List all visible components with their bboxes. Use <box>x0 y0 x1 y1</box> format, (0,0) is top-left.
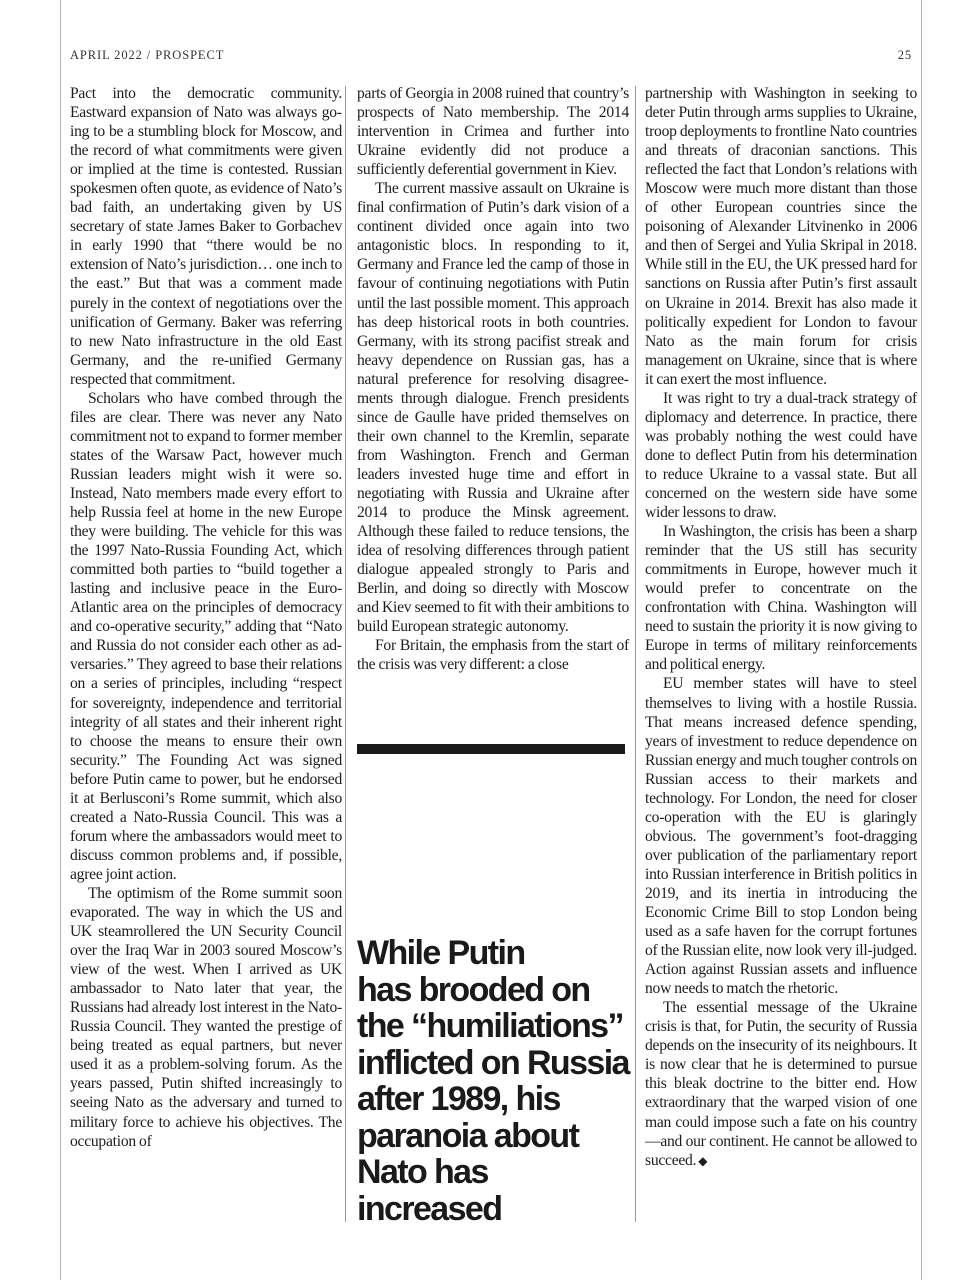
article-column-1 <box>70 84 342 1151</box>
paragraph: partnership with Washington in seeking to deter Putin through arms supplies to Ukraine, troop deployments to frontline Nato countries and threats of draconian sanctions. This reflected the fact that London’s relations with Moscow were much more distant than those of other European countries since the poisoning of Alexander Litvinenko in 2006 and then of Sergei and Yulia Skripal in 2018. While still in the EU, the UK pressed hard for sanctions on Russia after Putin’s first assault on Ukraine in 2014. Brexit has also made it politically expedient for London to favour Nato as the main forum for crisis management on Ukraine, since that is where it can exert the most influence. <box>645 85 917 388</box>
publication-issue: APRIL 2022 / PROSPECT <box>70 48 225 62</box>
pull-quote <box>357 935 629 1227</box>
paragraph: Scholars who have combed through the files are clear. There was never any Nato commitment not to expand to former member states of the Warsaw Pact, however much Russian leaders might wish it were so. Instead, Nato members made every effort to help Russia feel at home in the new Europe they were building. The vehicle for this was the 1997 Nato-Russia Founding Act, which committed both parties to “build together a lasting and inclusive peace in the Euro-Atlantic area on the principles of democracy and co-operative security,” adding that “Nato and Russia do not consider each other as adversaries.” They agreed to base their relations on a series of principles, including “respect for sovereignty, independence and territorial integrity of all states and their inherent right to choose the means to ensure their own security.” The Founding Act was signed before Putin came to power, but he endorsed it at Berlusconi’s Rome summit, which also created a Nato-Russia Council. This was a forum where the ambassadors would meet to discuss common problems and, if possible, agree joint action. <box>70 389 342 883</box>
pull-quote-line: While Putin <box>357 934 525 972</box>
pull-quote-line: increased <box>357 1189 502 1228</box>
paragraph-final-text: The essential message of the Ukraine crisis is that, for Putin, the security of Russia depends on the insecurity of its neighbours. It is now clear that he is determined to pursue this bleak doctrine to the bitter end. How extraordinary that the warped vision of one man could impose such a fate on his country—and our continent. He cannot be allowed to succeed. <box>645 999 917 1169</box>
pull-quote-line: Nato has <box>357 1153 488 1191</box>
paragraph: Pact into the democratic community. Eastward expansion of Nato was always going to be a stumbling block for Moscow, and the record of what commitments were given or implied at the time is contested. Russian spokesmen often quote, as evidence of Nato’s bad faith, an undertaking given by US secretary of state James Baker to Gorbachev in early 1990 that “there would be no extension of Nato’s jurisdiction… one inch to the east.” But that was a comment made purely in the context of negotiations over the unification of Germany. Baker was referring to new Nato infrastructure in the old East Germany, and the re-unified Germany respected that commitment. <box>70 85 342 388</box>
end-of-article-diamond-icon: ◆ <box>698 1153 708 1168</box>
pull-quote-line: inflicted on Russia <box>357 1043 629 1082</box>
pull-quote-line: the “humiliations” <box>357 1007 623 1045</box>
pull-quote-divider-bar <box>357 744 625 754</box>
paragraph-final <box>645 998 917 1170</box>
paragraph: The current massive assault on Ukraine is final confirmation of Putin’s dark vision of a continent divided once again into two antagonistic blocs. In responding to it, Germany and France led the camp of those in favour of continuing negotiations with Putin until the last possible moment. This approach has deep historical roots in both countries. Germany, with its strong pacifist streak and heavy dependence on Russian gas, has a natural preference for resolving disagreements through dialogue. French presidents since de Gaulle have prided themselves on their own channel to the Kremlin, separate from Washington. French and German leaders invested huge time and effort in negotiating with Russia and Ukraine after 2014 to produce the Minsk agreement. Although these failed to reduce tensions, the idea of resolving differences through patient dialogue appealed strongly to Paris and Berlin, and doing so directly with Moscow and Kiev seemed to fit with their ambitions to build European strategic autonomy. <box>357 180 629 636</box>
paragraph: For Britain, the emphasis from the start of the crisis was very different: a close <box>357 637 629 674</box>
running-head <box>70 48 912 63</box>
pull-quote-line: paranoia about <box>357 1116 579 1155</box>
paragraph: EU member states will have to steel themselves to living with a hostile Russia. That means increased defence spending, years of investment to reduce dependence on Russian energy and much tougher controls on Russian access to their markets and technology. For London, the need for closer co-operation with the EU is glaringly obvious. The government’s foot-dragging over publication of the parliamentary report into Russian interference in British politics in 2019, and its inertia in introducing the Economic Crime Bill to stop London being used as a safe haven for the corrupt fortunes of the Russian elite, now look very ill-judged. Action against Russian assets and influence now needs to match the rhetoric. <box>645 675 917 998</box>
column-rule <box>345 86 346 1222</box>
article-column-3 <box>645 84 917 1171</box>
paragraph: The optimism of the Rome summit soon evaporated. The way in which the US and UK steamrollered the UN Security Council over the Iraq War in 2003 soured Moscow’s view of the west. When I arrived as UK ambassador to Nato later that year, the Russians had already lost interest in the Nato-Russia Council. They wanted the prestige of being treated as equal partners, but never used it as a problem-solving forum. As the years passed, Putin shifted increasingly to seeing Nato as the adversary and turned to military force to achieve his objectives. The occupation of <box>70 884 342 1150</box>
paragraph: In Washington, the crisis has been a sharp reminder that the US still has security commitments in Europe, however much it would prefer to concentrate on the confrontation with China. Washington will need to sustain the priority it is now giving to Europe in terms of military reinforcements and political energy. <box>645 523 917 674</box>
article-column-2 <box>357 84 629 674</box>
pull-quote-line: after 1989, his <box>357 1080 560 1118</box>
page-number: 25 <box>897 48 912 62</box>
column-rule <box>635 86 636 1222</box>
paragraph: It was right to try a dual-track strategy of diplomacy and deterrence. In practice, there was probably nothing the west could have done to deflect Putin from his determination to reduce Ukraine to a vassal state. But all concerned on the western side have some wider lessons to draw. <box>645 389 917 522</box>
pull-quote-line: has brooded on <box>357 970 590 1009</box>
paragraph: parts of Georgia in 2008 ruined that country’s prospects of Nato membership. The 2014 intervention in Crimea and further into Ukraine evidently did not produce a sufficiently deferential government in Kiev. <box>357 85 629 179</box>
